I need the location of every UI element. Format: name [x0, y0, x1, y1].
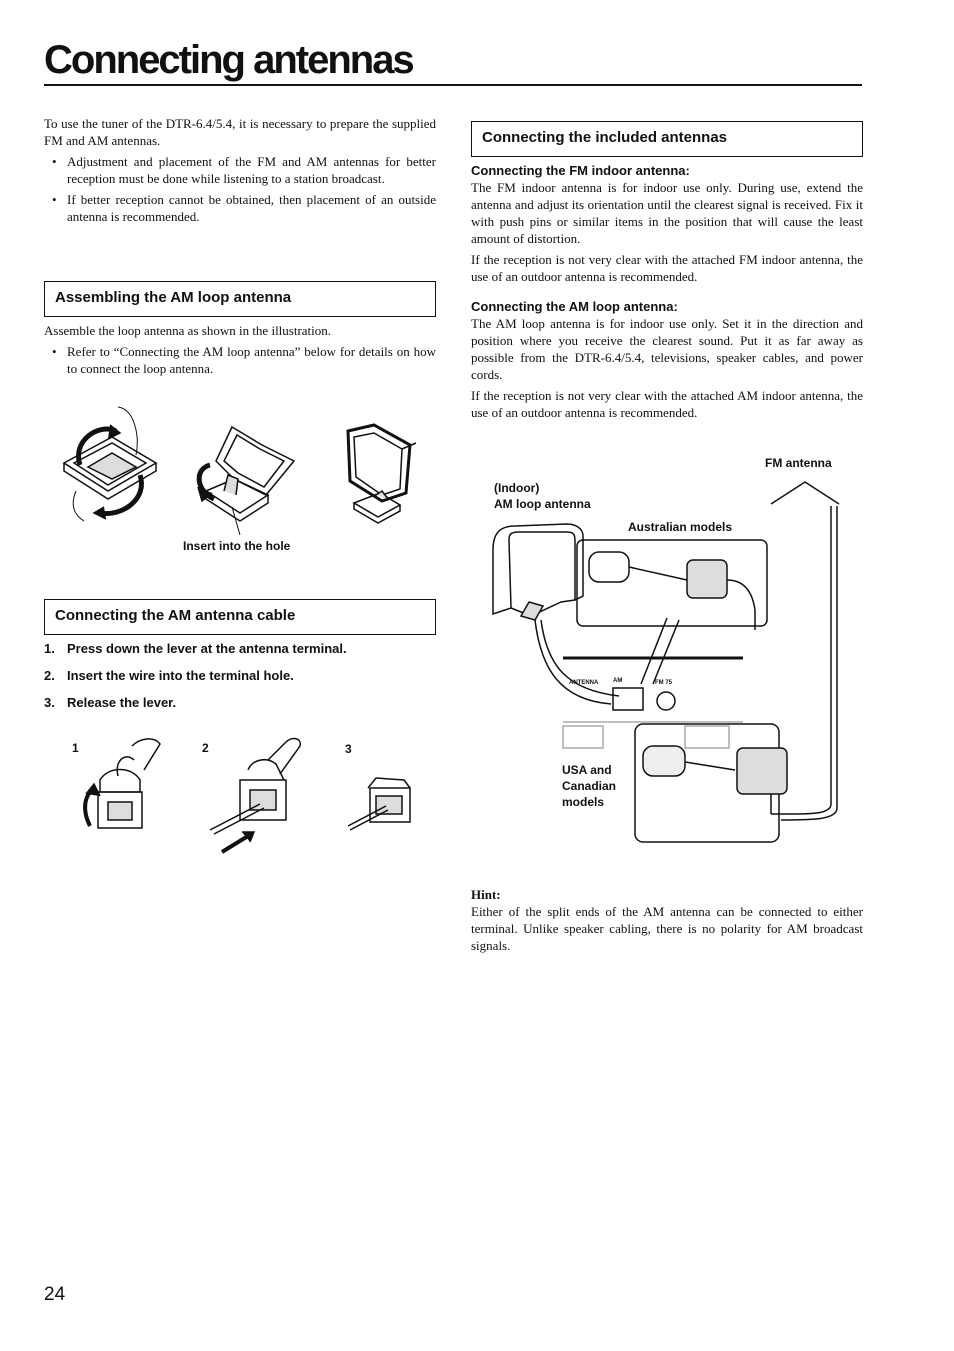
indoor-label: (Indoor) — [494, 481, 540, 495]
step-item — [44, 694, 436, 711]
page-title: Connecting antennas — [44, 38, 413, 82]
loop-assembly-illustration — [44, 395, 436, 535]
assembling-heading: Assembling the AM loop antenna — [55, 289, 292, 306]
assembling-section — [44, 322, 436, 377]
included-heading-box — [471, 121, 863, 157]
fm-heading: Connecting the FM indoor antenna: — [471, 163, 690, 178]
models-label: models — [562, 795, 605, 809]
assembling-heading-box — [44, 281, 436, 317]
cable-steps — [44, 640, 436, 711]
am-loop-label: AM loop antenna — [494, 497, 591, 511]
assembling-bullet: • Refer to “Connecting the AM loop antenna” below for details on how to connect the loop antenna. — [44, 343, 436, 377]
step-number: 3. — [44, 695, 55, 710]
intro-bullets — [44, 153, 436, 225]
intro-bullet: • Adjustment and placement of the FM and AM antennas for better reception must be done while listening to a station broadcast. — [44, 153, 436, 187]
step-item — [44, 667, 436, 684]
panel-antenna-label: ANTENNA — [569, 680, 599, 686]
am-paragraph-1: The AM loop antenna is for indoor use only. Set it in the direction and position where you receive the clearest sound. Put it as far away as possible from the DTR-6.4/5.4, televisions, speaker cables, and power cords. — [471, 316, 863, 382]
fm-paragraph-2: If the reception is not very clear with the attached FM indoor antenna, the use of an outdoor antenna is recommended. — [471, 252, 863, 284]
intro-text: To use the tuner of the DTR-6.4/5.4, it is necessary to prepare the supplied FM and AM antennas. — [44, 116, 436, 148]
step-item — [44, 640, 436, 657]
panel-fm-label: FM 75 — [655, 680, 673, 686]
australian-label: Australian models — [628, 520, 733, 534]
cable-steps-illustration — [70, 730, 420, 860]
title-rule — [44, 84, 862, 86]
insert-hole-caption: Insert into the hole — [183, 539, 291, 553]
included-heading: Connecting the included antennas — [482, 129, 728, 146]
page-number: 24 — [44, 1284, 66, 1305]
intro-section — [44, 115, 436, 225]
am-heading: Connecting the AM loop antenna: — [471, 299, 678, 314]
fm-paragraph-1: The FM indoor antenna is for indoor use only. During use, extend the antenna and adjust its orientation until the clearest signal is received. Fix it with push pins or similar items in the position that will cause the least amount of distortion. — [471, 180, 863, 246]
step-text: Release the lever. — [67, 695, 177, 710]
assembling-bullets — [44, 343, 436, 377]
step-number: 1. — [44, 641, 55, 656]
canadian-label: Canadian — [562, 779, 617, 793]
step-text: Insert the wire into the terminal hole. — [67, 668, 294, 683]
cable-heading: Connecting the AM antenna cable — [55, 607, 296, 624]
usa-label: USA and — [562, 763, 612, 777]
hint-text: Either of the split ends of the AM antenna can be connected to either terminal. Unlike speaker cabling, there is no polarity for AM broadcast signals. — [471, 904, 863, 953]
hint-title: Hint: — [471, 887, 501, 902]
assembling-text: Assemble the loop antenna as shown in the illustration. — [44, 323, 332, 338]
step-number: 2. — [44, 668, 55, 683]
included-section — [471, 162, 863, 421]
cable-steps-section — [44, 640, 436, 721]
intro-bullet: • If better reception cannot be obtained, then placement of an outside antenna is recommended. — [44, 191, 436, 225]
figure-label-2: 2 — [202, 741, 209, 755]
figure-label-1: 1 — [72, 741, 79, 755]
figure-label-3: 3 — [345, 742, 352, 756]
fm-antenna-label: FM antenna — [765, 456, 832, 470]
panel-am-label: AM — [613, 678, 623, 684]
am-paragraph-2: If the reception is not very clear with the attached AM indoor antenna, the use of an outdoor antenna is recommended. — [471, 388, 863, 420]
hint-section — [471, 886, 863, 954]
cable-heading-box — [44, 599, 436, 635]
step-text: Press down the lever at the antenna terminal. — [67, 641, 347, 656]
